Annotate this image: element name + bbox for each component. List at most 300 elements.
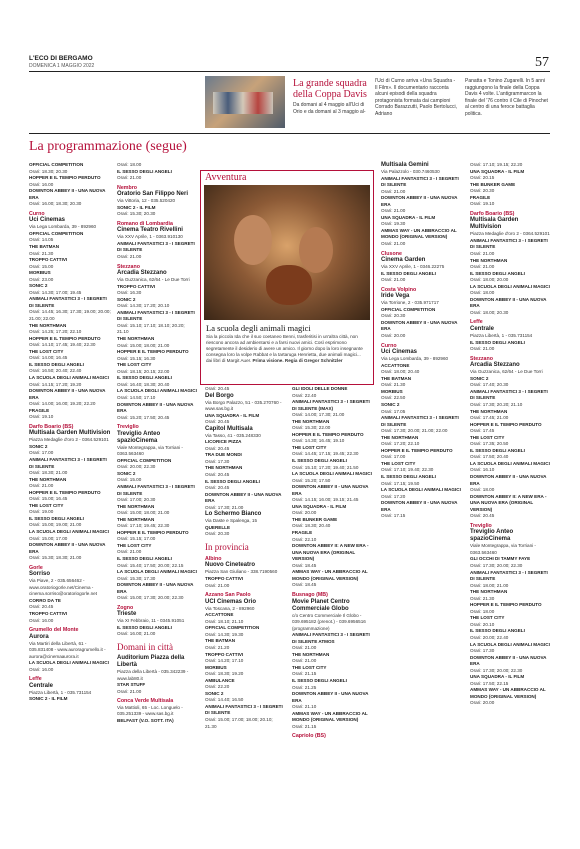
showtimes: Orari: 20.00 — [381, 333, 406, 339]
film-title: THE LOST CITY — [381, 460, 416, 466]
showtimes: Orari: 18.30; 20.40 — [292, 523, 331, 529]
listing-column-1 — [29, 162, 111, 703]
city-name: Azzano San Paolo — [205, 592, 251, 599]
showtimes: Orari: 17.50; 20.40 — [470, 454, 509, 460]
promo-text-1: Da domani al 4 maggio all'Uci di Orio e da domani al 3 maggio al- — [293, 102, 366, 115]
city-name: Darfo Boario (BS) — [29, 423, 74, 430]
cinema-address: Piazza Libertà, 1 - 035.731154 — [470, 333, 533, 339]
film-title: SONIC 2 — [29, 283, 48, 289]
cinema-name: Iride Vega — [381, 293, 410, 300]
film-title: TROPPO CATTIVI — [117, 283, 156, 289]
showtimes: Orari: 15.00; 16.45 — [29, 496, 68, 502]
showtimes: Orari: 21.15 — [292, 723, 317, 729]
page-number: 57 — [535, 55, 549, 70]
showtimes: Orari: 16.00 — [29, 666, 54, 672]
cinema-name: Multisala Gemini — [381, 162, 429, 168]
showtimes: Orari: 20.45 — [205, 472, 230, 478]
cinema-address: Viale Montegrappa, via Torriani - 0363.563460 — [470, 543, 536, 555]
cinema-address: Via Lega Lombarda, 39 - 892960 — [381, 356, 449, 362]
publication-name: L'ECO DI BERGAMO — [29, 55, 93, 62]
showtimes: Orari: 17.50; 22.15 — [470, 680, 509, 686]
film-title: ANIMALI FANTASTICI 3 - I SEGRETI DI SILENTE — [29, 456, 107, 469]
showtimes: Orari: 21.00 — [381, 277, 406, 283]
showtimes: Orari: 14.50; 17.10 — [117, 394, 156, 400]
film-title: HOPPER E IL TEMPIO PERDUTO — [470, 421, 542, 427]
showtimes: Orari: 18.45 — [292, 582, 317, 588]
showtimes: Orari: 21.00 — [117, 254, 142, 260]
film-title: THE NORTHMAN — [292, 651, 330, 657]
showtimes: Orari: 21.00 — [470, 264, 495, 270]
city-name: Gorle — [29, 564, 43, 571]
showtimes: Orari: 17.15 — [381, 513, 406, 519]
film-title: OFFICIAL COMPETITION — [205, 625, 260, 631]
film-title: LA SCUOLA DEGLI ANIMALI MAGICI — [29, 374, 109, 380]
showtimes: Orari: 18.45 — [292, 562, 317, 568]
film-title: THE LOST CITY — [470, 615, 505, 621]
showtimes: Orari: 21.30 — [29, 250, 54, 256]
showtimes: Orari: 15.20; 17.50; 20.45 — [117, 414, 170, 420]
film-title: TROPPO CATTIVI — [29, 611, 68, 616]
cinema-name: Uci Cinemas — [29, 217, 66, 224]
city-name: Curno — [29, 210, 45, 217]
showtimes: Orari: 14.45; 16.30; 17.30; 19.00; 20.00; 21.00; 22.00 — [29, 309, 111, 322]
showtimes: Orari: 18.30; 21.00 — [29, 470, 68, 476]
city-name: Leffe — [470, 319, 483, 326]
showtimes: Orari: 21.15 — [292, 671, 317, 677]
film-title: THE BATMAN — [381, 375, 412, 381]
showtimes: Orari: 17.30; 21.00 — [205, 504, 244, 510]
film-title: CORRO DA TE — [29, 597, 61, 603]
showtimes: Orari: 21.00 — [470, 251, 495, 257]
film-title: THE LOST CITY — [292, 444, 327, 450]
cinema-name: Treviglio Anteo spazioCinema — [117, 430, 161, 444]
film-title: TROPPO CATTIVI — [29, 257, 68, 263]
showtimes: Orari: 21.10 — [292, 704, 317, 710]
showtimes: Orari: 14.00; 17.30; 21.00 — [292, 412, 345, 418]
film-title: UNA SQUADRA - IL FILM — [470, 168, 525, 174]
cinema-address: Via Martiri della Libertà, 61 - 035.831408 - www.auroragrumello.it - aurora@cinemaaurora.it — [29, 640, 106, 659]
showtimes: Orari: 18.10; 21.10 — [205, 618, 244, 624]
film-title: THE BATMAN — [29, 244, 60, 250]
film-title: SONIC 2 — [205, 690, 224, 696]
film-title: IL SESSO DEGLI ANGELI — [292, 458, 347, 464]
film-title: LA SCUOLA DEGLI ANIMALI MAGICI — [470, 641, 550, 647]
showtimes: Orari: 20.00 — [292, 510, 317, 516]
showtimes: Orari: 17.30; 20.00; 22.30 — [470, 667, 523, 673]
showtimes: Orari: 16.00; 18.30; 20.30 — [29, 201, 82, 207]
film-title: DOWNTON ABBEY II - UNA NUOVA ERA — [381, 195, 458, 207]
film-title: ANIMALI FANTASTICI 3 - I SEGRETI DI SILENTE — [29, 296, 107, 308]
film-title: THE BUNKER GAME — [470, 181, 516, 187]
film-title: HOPPER E IL TEMPIO PERDUTO — [29, 175, 101, 181]
cinema-name: Oratorio San Filippo Neri — [117, 191, 189, 198]
film-title: ACCATTONE — [381, 362, 410, 368]
film-title: DOWNTON ABBEY II: A NEW ERA - UNA NUOVA ERA (ORIGINAL VERSION) — [470, 493, 547, 512]
film-title: AMMAS WAY - UN ABBRACCIO AL MONDO (ORIGINAL VERSION) — [470, 687, 546, 699]
city-name: Capriolo (BS) — [292, 733, 326, 740]
promo-text-2: l'Uci di Curno arriva «Una Squadra - Il Film». Il documentario racconta alcuni episodi della squadra protagonista formata dai campioni Corrado Barazzutti, Paolo Bertolucci, Adriano — [375, 78, 457, 117]
showtimes: Orari: 20.45 — [470, 513, 495, 519]
showtimes: Orari: 14.40; 16.50 — [205, 697, 244, 703]
film-title: ANIMALI FANTASTICI 3 - I SEGRETI DI SILENTE — [205, 703, 283, 716]
showtimes: Orari: 21.00 — [381, 188, 406, 194]
film-title: ANIMALI FANTASTICI 3 - I SEGRETI DI SILENTE (IMAX) — [292, 399, 370, 411]
city-name: Treviglio — [117, 424, 139, 431]
cinema-address: Via Mattioli, 65 - Loc. Longuelo - 035.251339 - www.sas.bg.it — [117, 704, 183, 717]
showtimes: Orari: 18.30; 20.30 — [29, 168, 68, 174]
showtimes: Orari: 18.00; 20.40 — [381, 369, 420, 375]
city-name: Zogno — [117, 604, 134, 611]
film-title: THE LOST CITY — [470, 434, 505, 440]
showtimes: Orari: 17.00 — [29, 450, 54, 456]
showtimes: Orari: 16.30 — [117, 290, 142, 296]
cinema-address: c/o Centro Commerciale Il Globo - 039.695182 (prenot.) - 039.6956516 (programmazione) — [292, 612, 366, 631]
film-title: IL SESSO DEGLI ANGELI — [29, 515, 84, 521]
city-name: Leffe — [29, 676, 42, 683]
showtimes: Orari: 14.05 — [29, 237, 54, 243]
showtimes: Orari: 21.25 — [292, 684, 317, 690]
showtimes: Orari: 17.10; 19.40; 22.30 — [381, 467, 434, 473]
film-title: OFFICIAL COMPETITION — [381, 306, 436, 312]
showtimes: Orari: 14.30; 19.30 — [205, 631, 244, 637]
film-title: UNA SQUADRA - IL FILM — [470, 674, 525, 680]
promo-photo — [205, 76, 285, 128]
showtimes: Orari: 15.10; 17.10; 18.10; 20.20; 21.10 — [117, 322, 185, 335]
film-title: DOWNTON ABBEY II - UNA NUOVA ERA — [117, 582, 194, 594]
showtimes: Orari: 21.00 — [29, 483, 54, 489]
showtimes: Orari: 20.15 — [470, 175, 495, 181]
film-title: HOPPER E IL TEMPIO PERDUTO — [117, 529, 189, 535]
listing-column-6 — [470, 162, 550, 707]
promo-title: La grande squadra della Coppa Davis — [293, 78, 367, 100]
cinema-name: Del Borgo — [205, 392, 234, 399]
film-title: THE BUNKER GAME — [292, 516, 338, 522]
film-title: DOWNTON ABBEY II - UNA NUOVA ERA — [117, 401, 194, 414]
showtimes: Orari: 14.00; 16.45 — [29, 355, 68, 361]
showtimes: Orari: 15.00 — [29, 263, 54, 269]
showtimes: Orari: 21.00 — [292, 658, 317, 664]
showtimes: Orari: 18.00 — [470, 608, 495, 614]
film-title: DOWNTON ABBEY II - UNA NUOVA ERA — [381, 500, 458, 512]
film-title: AMBULANCE — [205, 677, 235, 683]
film-title: MORBIUS — [205, 664, 227, 670]
cinema-address: Via XI Febbraio, 11 - 0345.91051 — [117, 618, 185, 624]
film-title: LA SCUOLA DEGLI ANIMALI MAGICI — [381, 487, 461, 493]
showtimes: Orari: 14.15; 16.00; 19.15; 21.45 — [292, 497, 359, 503]
film-title: ANIMALI FANTASTICI 3 - I SEGRETI DI SILENTE ATMOS — [292, 632, 370, 644]
showtimes: Orari: 14.10; 17.45; 19.40; 22.30 — [29, 342, 96, 348]
film-title: AMMAS WAY - UN ABBRACCIO AL MONDO (ORIGINAL VERSION) — [292, 710, 368, 723]
city-name: Curno — [381, 342, 397, 349]
showtimes: Orari: 18.00; 20.30 — [470, 309, 509, 315]
film-title: THE NORTHMAN — [205, 465, 243, 471]
promo-box — [205, 76, 550, 128]
cinema-address: Via Daste e Spalenga, 15 — [205, 518, 258, 524]
showtimes: Orari: 21.00 — [470, 346, 495, 352]
film-title: LA SCUOLA DEGLI ANIMALI MAGICI — [292, 471, 372, 477]
showtimes: Orari: 15.00; 17.30; 20.00; 22.30 — [117, 595, 184, 601]
film-title: DOWNTON ABBEY II - UNA NUOVA ERA — [29, 542, 106, 554]
showtimes: Orari: 21.20 — [205, 644, 230, 650]
showtimes: Orari: 17.10; 19.45; 22.30 — [117, 523, 170, 529]
film-title: GLI IDOLI DELLE DONNE — [292, 386, 348, 391]
film-title: IL SESSO DEGLI ANGELI — [117, 375, 172, 381]
showtimes: Orari: 16.00 — [29, 617, 54, 623]
film-title: THE NORTHMAN — [117, 503, 155, 509]
city-name: Stezzano — [470, 355, 493, 362]
film-title: DOWNTON ABBEY II - UNA NUOVA ERA — [470, 654, 547, 667]
showtimes: Orari: 15.00; 18.00; 21.00 — [117, 510, 170, 516]
film-title: HOPPER E IL TEMPIO PERDUTO — [470, 602, 542, 608]
showtimes: Orari: 23.00 — [29, 276, 54, 282]
film-title: TRA DUE MONDI — [205, 452, 242, 458]
showtimes: Orari: 20.45 — [205, 419, 230, 425]
cinema-address: Viale Montegrappa, via Torriani - 0363.563460 — [117, 444, 183, 457]
cinema-name: Nuovo Cineteatro — [205, 562, 256, 569]
film-title: DOWNTON ABBEY II - UNA NUOVA ERA — [292, 691, 369, 703]
film-title: SONIC 2 — [29, 443, 48, 449]
showtimes: Orari: 20.45 — [205, 445, 230, 451]
feature-caption-title: La scuola degli animali magici — [206, 323, 311, 333]
showtimes: Orari: 20.00; 22.40 — [470, 635, 509, 640]
film-title: ACCATTONE — [205, 612, 234, 618]
showtimes: Orari: 18.00; 20.00 — [470, 277, 509, 283]
showtimes: Orari: 19.10 — [29, 414, 54, 420]
feature-label: Avventura — [205, 172, 247, 183]
showtimes: Orari: 21.30 — [470, 595, 495, 601]
film-title: BELFAST (V.O. SOTT. ITA) — [117, 717, 174, 723]
film-title: TROPPO CATTIVI — [205, 651, 244, 657]
film-title: OFFICIAL COMPETITION — [117, 457, 172, 463]
showtimes: Orari: 18.00 — [470, 290, 495, 296]
film-title: LA SCUOLA DEGLI ANIMALI MAGICI — [117, 569, 197, 575]
city-name: Romano di Lombardia — [117, 220, 173, 227]
film-title: OFFICIAL COMPETITION — [29, 162, 84, 167]
film-title: THE NORTHMAN — [117, 516, 155, 522]
film-title: ANIMALI FANTASTICI 3 - I SEGRETI DI SILENTE — [470, 237, 548, 250]
cinema-name: Arcadia Stezzano — [117, 270, 167, 277]
film-title: IL SESSO DEGLI ANGELI — [205, 478, 260, 484]
showtimes: Orari: 15.10; 17.20; 19.40; 21.50 — [292, 464, 359, 470]
promo-text-3: Panatta e Tonino Zugarelli. In 5 anni raggiungono la finale della Coppa Davis 4 volte. L'antigrammarcon la finale del '76 contro il Cile di Pinochet al centro di una feroce battaglia politica. — [465, 78, 548, 117]
showtimes: Orari: 19.00 — [29, 509, 54, 515]
cinema-address: Piazza Medaglie d'oro 2 - 0364.529101 — [29, 437, 109, 443]
showtimes: Orari: 15.40; 17.50; 20.00; 22.15 — [117, 562, 184, 568]
showtimes: Orari: 21.00 — [117, 688, 142, 694]
film-title: OFFICIAL COMPETITION — [29, 230, 84, 236]
showtimes: Orari: 15.15; 17.00 — [117, 536, 156, 542]
issue-date: DOMENICA 1 MAGGIO 2022 — [29, 63, 95, 69]
showtimes: Orari: 21.00 — [292, 645, 317, 651]
section-rule — [29, 133, 550, 134]
cinema-address: Via Guzzanica, 62/64 - Le Due Torri — [470, 369, 543, 375]
film-title: THE LOST CITY — [117, 542, 152, 548]
cinema-name: Centrale — [29, 682, 54, 689]
cinema-name: Arcadia Stezzano — [470, 362, 520, 369]
showtimes: Orari: 20.10 — [470, 621, 495, 627]
film-title: THE NORTHMAN — [29, 322, 67, 328]
film-title: MORBIUS — [29, 270, 51, 276]
film-title: HOPPER E IL TEMPIO PERDUTO — [292, 431, 364, 437]
showtimes: Orari: 16.00; 21.00 — [117, 631, 156, 637]
showtimes: Orari: 17.30; 20.00; 21.00; 22.00 — [381, 428, 448, 434]
city-name: Nembro — [117, 184, 138, 191]
cinema-name: Trieste — [117, 611, 137, 618]
showtimes: Orari: 17.30; 20.20; 21.10 — [470, 401, 523, 407]
showtimes: Orari: 19.10 — [470, 201, 495, 207]
showtimes: Orari: 17.20; 22.10 — [381, 441, 420, 447]
cinema-name: Centrale — [470, 326, 495, 333]
cinema-address: Via Torrione, 2 - 035.971717 — [381, 300, 439, 306]
film-title: TROPPO CATTIVI — [205, 576, 244, 582]
film-title: STAR STUFF — [117, 682, 146, 688]
film-title: IL SESSO DEGLI ANGELI — [381, 270, 436, 276]
film-title: DOWNTON ABBEY II: A NEW ERA - UNA NUOVA ERA (ORIGINAL VERSION) — [292, 543, 369, 562]
showtimes: Orari: 15.00; 17.00; 18.00; 20.10; 21.30 — [205, 716, 273, 729]
showtimes: Orari: 15.30; 22.00 — [292, 425, 331, 431]
film-title: UNA SQUADRA - IL FILM — [205, 412, 260, 418]
showtimes: Orari: 19.30 — [381, 221, 406, 227]
film-title: HOPPER E IL TEMPIO PERDUTO — [117, 349, 189, 355]
film-title: THE LOST CITY — [292, 664, 327, 670]
cinema-name: Sorriso — [29, 571, 51, 578]
cinema-name: Aurora — [29, 633, 49, 640]
cinema-address: Piazza della Libertà - 035.342239 - www.lab80.it — [117, 669, 189, 681]
film-title: DOWNTON ABBEY II - UNA NUOVA ERA — [29, 388, 106, 400]
showtimes: Orari: 15.15; 16.30 — [117, 355, 156, 361]
film-title: LA SCUOLA DEGLI ANIMALI MAGICI — [470, 460, 550, 466]
film-title: THE NORTHMAN — [470, 257, 508, 263]
film-title: THE LOST CITY — [29, 348, 64, 354]
film-title: ANIMALI FANTASTICI 3 - I SEGRETI DI SILENTE — [470, 569, 548, 582]
showtimes: Orari: 16.40; 18.30; 20.40 — [117, 381, 170, 387]
cinema-name: Uci Cinemas — [381, 349, 418, 356]
film-title: AMMAS WAY - UN ABBRACCIO AL MONDO (ORIGINAL VERSION) — [292, 569, 368, 581]
subsection-title: Domani in città — [117, 642, 173, 652]
showtimes: Orari: 21.00 — [381, 241, 406, 247]
showtimes: Orari: 16.50; 20.40; 22.40 — [29, 368, 82, 374]
cinema-name: Multisala Garden Multivision — [29, 430, 111, 437]
film-title: LA SCUOLA DEGLI ANIMALI MAGICI — [470, 283, 550, 289]
showtimes: Orari: 20.30 — [381, 313, 406, 319]
film-title: UNA SQUADRA - IL FILM — [381, 214, 436, 220]
film-title: DOWNTON ABBEY II - UNA NUOVA ERA — [381, 319, 458, 332]
film-title: IL SESSO DEGLI ANGELI — [470, 447, 525, 453]
showtimes: Orari: 15.00; 18.00; 21.00 — [117, 342, 170, 348]
feature-box — [200, 170, 374, 385]
showtimes: Orari: 17.00; 20.30 — [117, 497, 156, 503]
showtimes: Orari: 14.30; 17.20; 20.10 — [117, 303, 170, 309]
showtimes: Orari: 22.40 — [292, 392, 317, 398]
film-title: LA SCUOLA DEGLI ANIMALI MAGICI — [117, 388, 197, 394]
cinema-address: Piazza Medaglie d'oro 2 - 0364.529101 — [470, 231, 550, 237]
film-title: ANIMALI FANTASTICI 3 - I SEGRETI DI SILENTE — [381, 415, 459, 427]
film-title: ANIMALI FANTASTICI 3 - I SEGRETI DI SILENTE — [117, 483, 195, 496]
cinema-address: Via Piave, 2 - 035.656462 - www.oratoriogorle.net/Cinema - cinema.sorriso@oratoriogorle.net — [29, 578, 97, 597]
film-title: IL SESSO DEGLI ANGELI — [470, 270, 525, 276]
film-title: DOWNTON ABBEY II - UNA NUOVA ERA — [470, 473, 547, 486]
cinema-address: Via Borgo Palazzo, 51 - 035.270760 - www.sas.bg.it — [205, 399, 282, 412]
header-rule — [29, 71, 550, 72]
film-title: LICORICE PIZZA — [205, 439, 242, 445]
showtimes: Orari: 18.00; 21.00 — [470, 582, 509, 588]
city-name: Conca Verde Multisala — [117, 698, 174, 705]
showtimes: Orari: 18.30; 19.20 — [205, 671, 244, 677]
showtimes: Orari: 14.15; 17.20; 19.20 — [29, 381, 82, 387]
film-title: IL SESSO DEGLI ANGELI — [470, 339, 525, 345]
film-title: IL SESSO DEGLI ANGELI — [29, 361, 84, 367]
showtimes: Orari: 14.00; 16.00; 19.20; 22.20 — [29, 401, 96, 407]
section-title: La programmazione (segue) — [29, 139, 187, 154]
showtimes: Orari: 15.00; 19.00; 21.00 — [29, 522, 82, 528]
showtimes: Orari: 16.10 — [470, 467, 495, 473]
showtimes: Orari: 17.45; 21.00 — [470, 415, 509, 421]
cinema-name: Auditorium Piazza della Libertà — [117, 655, 185, 668]
cinema-address: Via Tasso, 41 - 035.248330 — [205, 432, 261, 438]
film-title: THE LOST CITY — [117, 362, 152, 368]
film-title: HOPPER E IL TEMPIO PERDUTO — [29, 489, 101, 495]
listing-column-2 — [117, 162, 197, 724]
showtimes: Orari: 17.30; 20.00; 22.30 — [470, 562, 523, 568]
cinema-address: Via XXV Aprile, 1 - 0346.22275 — [381, 264, 445, 270]
film-title: AMMAS WAY - UN ABBRACCIO AL MONDO (ORIGINAL VERSION) — [381, 227, 457, 240]
showtimes: Orari: 20.30 — [205, 531, 230, 537]
film-title: UNA SQUADRA - IL FILM — [292, 503, 347, 509]
showtimes: Orari: 17.45 — [470, 428, 495, 434]
film-title: SONIC 2 — [117, 296, 136, 302]
showtimes: Orari: 20.00; 22.30 — [117, 464, 156, 470]
cinema-address: Via Toscana, 2 - 892960 — [205, 605, 255, 611]
film-title: ANIMALI FANTASTICI 3 - I SEGRETI DI SILENTE — [470, 388, 548, 401]
showtimes: Orari: 22.50 — [381, 395, 406, 401]
film-title: MORBIUS — [381, 388, 403, 394]
film-title: IL SESSO DEGLI ANGELI — [292, 677, 347, 683]
city-name: Busnago (MB) — [292, 591, 328, 598]
city-name: Costa Volpino — [381, 286, 417, 293]
showtimes: Orari: 20.00 — [470, 700, 495, 706]
showtimes: Orari: 15.30; 18.30; 21.00 — [29, 555, 82, 561]
cinema-address: Via Vittoria, 12 - 035.520420 — [117, 198, 176, 204]
page-header — [29, 55, 549, 75]
cinema-address: Via Lega Lombarda, 39 - 892960 — [29, 224, 97, 230]
showtimes: Orari: 17.00 — [381, 454, 406, 460]
city-name: Darfo Boario (BS) — [470, 210, 515, 217]
showtimes: Orari: 17.30 — [205, 458, 230, 464]
showtimes: Orari: 18.00 — [117, 162, 142, 167]
film-title: THE NORTHMAN — [292, 418, 330, 424]
film-title: FRAGILE — [470, 194, 491, 200]
film-title: IL SESSO DEGLI ANGELI — [470, 628, 525, 634]
showtimes: Orari: 17.15; 19.50 — [381, 480, 420, 486]
subsection-title: In provincia — [205, 541, 249, 552]
film-title: IL SESSO DEGLI ANGELI — [117, 555, 172, 561]
feature-photo — [204, 185, 370, 320]
showtimes: Orari: 15.30; 20.30 — [117, 211, 156, 217]
listing-column-5 — [381, 162, 461, 520]
city-name: Treviglio — [470, 522, 492, 529]
cinema-address: Via Palazzolo - 030.7460530 — [381, 169, 440, 174]
showtimes: Orari: 20.45 — [29, 604, 54, 610]
film-title: DOWNTON ABBEY II - UNA NUOVA ERA — [205, 491, 282, 504]
showtimes: Orari: 18.15; 20.15; 22.00 — [117, 368, 170, 374]
showtimes: Orari: 20.45 — [205, 386, 230, 391]
city-name: Grumello del Monte — [29, 627, 79, 634]
city-name: Albino — [205, 555, 222, 562]
cinema-address: Via Guzzanica, 62/64 - Le Due Torri — [117, 277, 190, 283]
showtimes: Orari: 18.00 — [470, 487, 495, 493]
showtimes: Orari: 20.45 — [205, 485, 230, 491]
showtimes: Orari: 17.20 — [381, 493, 406, 499]
